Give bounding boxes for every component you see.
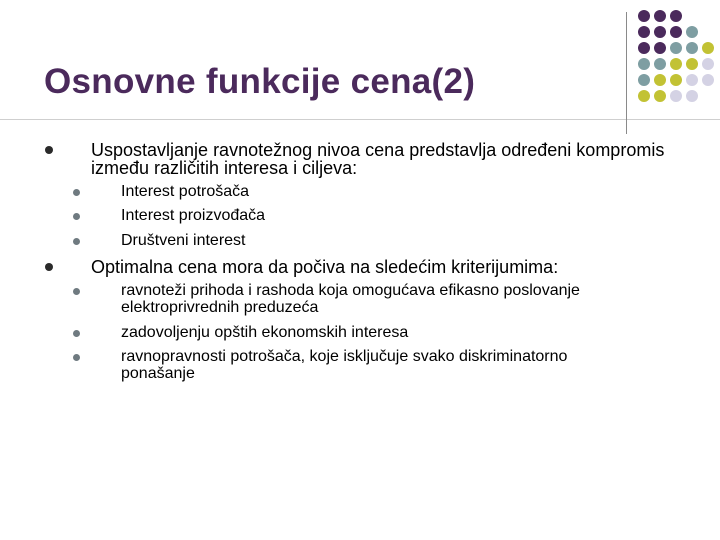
- bullet-text: Uspostavljanje ravnotežnog nivoa cena predstavlja određeni kompromis između različitih interesa i ciljeva:: [91, 140, 665, 178]
- bullet-dot: [45, 263, 53, 271]
- sub-bullet-dot: [73, 354, 80, 361]
- sub-bullet-text: zadovoljenju opštih ekonomskih interesa: [121, 324, 409, 341]
- sub-bullet-text: Interest proizvođača: [121, 207, 266, 224]
- sub-bullet-text: Interest potrošača: [121, 183, 250, 200]
- sub-bullet-dot: [73, 238, 80, 245]
- bullet-text: Optimalna cena mora da počiva na sledećim kriterijumima:: [91, 257, 559, 277]
- sub-bullet-text: ravnopravnosti potrošača, koje isključuje svako diskriminatorno ponašanje: [121, 348, 568, 382]
- sub-bullet-text: Društveni interest: [121, 232, 246, 249]
- bullet-dot: [45, 146, 53, 154]
- sub-bullet-dot: [73, 213, 80, 220]
- sub-bullet-dot: [73, 330, 80, 337]
- sub-bullet-text: ravnoteži prihoda i rashoda koja omogućava efikasno poslovanje elektroprivrednih preduzeća: [121, 282, 580, 316]
- slide-title: Osnovne funkcije cena(2): [44, 62, 476, 101]
- sub-bullet-dot: [73, 288, 80, 295]
- sub-bullet-dot: [73, 189, 80, 196]
